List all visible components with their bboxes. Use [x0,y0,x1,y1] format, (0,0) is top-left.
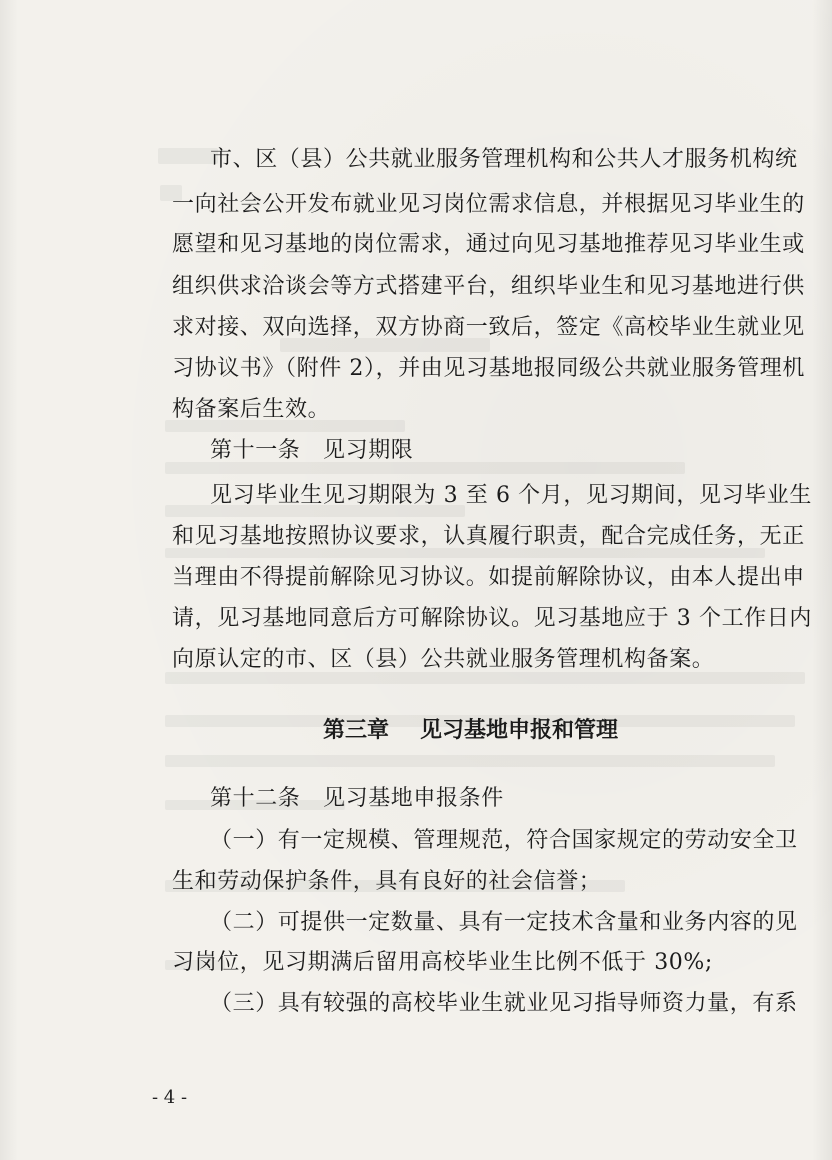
chapter-number: 第三章 [323,718,390,743]
text-line: 愿望和见习基地的岗位需求，通过向见习基地推荐见习毕业生或 [172,232,805,257]
text-line: 市、区（县）公共就业服务管理机构和公共人才服务机构统 [210,147,798,172]
text-line: 和见习基地按照协议要求，认真履行职责，配合完成任务，无正 [172,524,805,549]
text-line: 生和劳动保护条件，具有良好的社会信誉； [172,869,602,894]
text-line: 求对接、双向选择，双方协商一致后，签定《高校毕业生就业见 [172,315,805,340]
text-line: 习岗位，见习期满后留用高校毕业生比例不低于 30%; [172,950,713,975]
article-heading: 第十一条 见习期限 [210,438,414,463]
text-line: 构备案后生效。 [172,397,331,422]
bleed-through-mark [165,755,775,767]
bleed-through-mark [158,148,218,164]
text-line: （一）有一定规模、管理规范，符合国家规定的劳动安全卫 [210,828,798,853]
text-line: 请，见习基地同意后方可解除协议。见习基地应于 3 个工作日内 [172,606,812,631]
text-line: （三）具有较强的高校毕业生就业见习指导师资力量，有系 [210,991,798,1016]
text-line: 一向社会公开发布就业见习岗位需求信息，并根据见习毕业生的 [172,192,805,217]
text-line: 习协议书》（附件 2），并由见习基地报同级公共就业服务管理机 [172,356,805,381]
text-line: （二）可提供一定数量、具有一定技术含量和业务内容的见 [210,910,798,935]
article-heading: 第十二条 见习基地申报条件 [210,786,504,811]
text-line: 见习毕业生见习期限为 3 至 6 个月，见习期间，见习毕业生 [210,483,812,508]
page-number: - 4 - [152,1087,188,1108]
text-line: 当理由不得提前解除见习协议。如提前解除协议，由本人提出申 [172,565,805,590]
text-line: 向原认定的市、区（县）公共就业服务管理机构备案。 [172,647,715,672]
chapter-title: 见习基地申报和管理 [420,718,619,743]
text-line: 组织供求洽谈会等方式搭建平台，组织毕业生和见习基地进行供 [172,274,805,299]
